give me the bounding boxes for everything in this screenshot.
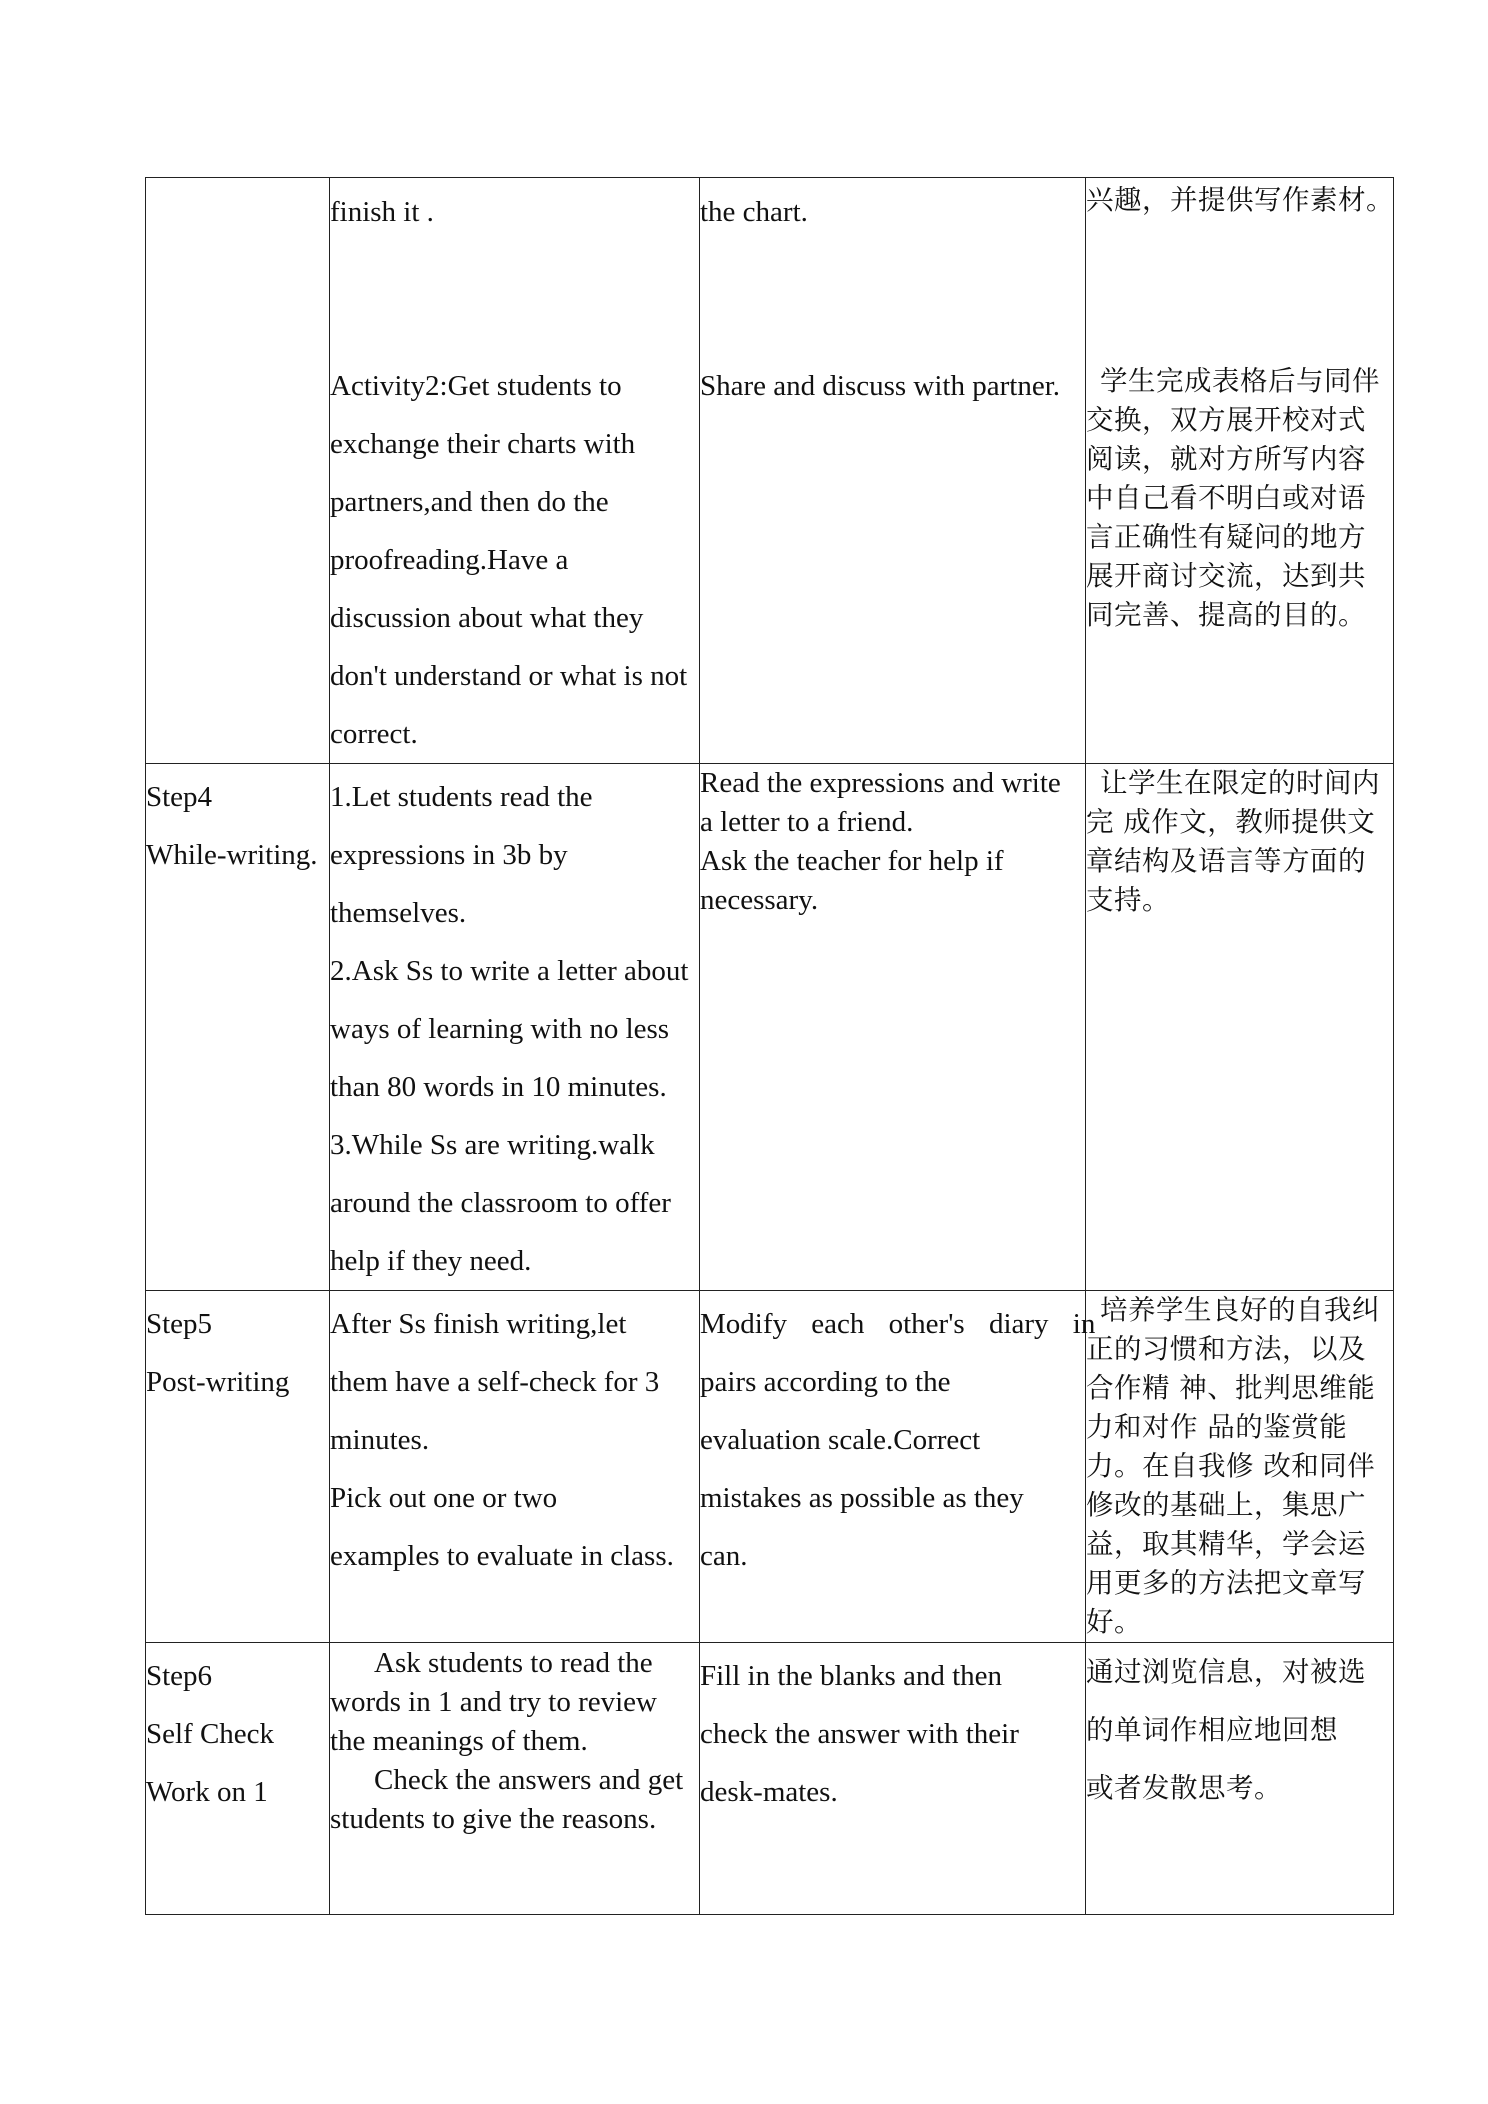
step-label: Step6	[146, 1660, 213, 1692]
teacher-line: around the classroom to offer	[330, 1187, 671, 1219]
teacher-line: students to give the reasons.	[330, 1803, 657, 1835]
student-line: the chart.	[700, 196, 808, 228]
teacher-line: After Ss finish writing,let	[330, 1308, 627, 1340]
purpose-text: 兴趣，并提供写作素材。	[1086, 184, 1394, 216]
purpose-cell	[1086, 764, 1394, 1291]
step-label: Post-writing	[146, 1366, 290, 1398]
step-label: Step4	[146, 781, 213, 813]
student-activity-cell	[700, 1291, 1096, 1643]
student-line: mistakes as possible as they	[700, 1482, 1024, 1514]
student-line: a letter to a friend.	[700, 806, 914, 838]
step-label: Self Check	[146, 1718, 275, 1750]
teacher-line: than 80 words in 10 minutes.	[330, 1071, 667, 1103]
teacher-line: don't understand or what is not	[330, 660, 688, 692]
teacher-line: words in 1 and try to review	[330, 1686, 657, 1718]
teacher-line: Pick out one or two	[330, 1482, 558, 1514]
student-line: Read the expressions and write	[700, 767, 1061, 799]
teacher-line: 2.Ask Ss to write a letter about	[330, 955, 689, 987]
step-cell	[146, 764, 330, 1291]
step-label: Step5	[146, 1308, 213, 1340]
table-row	[146, 1291, 1394, 1643]
teacher-line: partners,and then do the	[330, 486, 609, 518]
teacher-line: correct.	[330, 718, 418, 750]
student-line: Modify each other's diary in	[700, 1308, 1096, 1340]
student-line: Share and discuss with partner.	[700, 370, 1061, 402]
teacher-activity-cell	[330, 1643, 700, 1915]
purpose-text: 让学生在限定的时间内完 成作文，教师提供文章结构及语言等方面的支持。	[1086, 767, 1380, 916]
teacher-line: finish it .	[330, 196, 434, 228]
teacher-activity-cell	[330, 178, 700, 764]
teacher-line: Activity2:Get students to	[330, 370, 622, 402]
step-cell	[146, 1643, 330, 1915]
step-label: Work on 1	[146, 1776, 268, 1808]
student-activity-cell	[700, 1643, 1086, 1915]
teacher-activity-cell	[330, 764, 700, 1291]
step-label: While-writing.	[146, 839, 318, 871]
teacher-line: ways of learning with no less	[330, 1013, 670, 1045]
teacher-line: Check the answers and get	[374, 1764, 684, 1796]
teacher-line: Ask students to read the	[374, 1647, 653, 1679]
purpose-cell	[1086, 1291, 1394, 1643]
student-line: pairs according to the	[700, 1366, 951, 1398]
purpose-text: 学生完成表格后与同伴交换，双方展开校对式阅读，就对方所写内容中自己看不明白或对语言正确性有疑问的地方展开商讨交流，达到共同完善、提高的目的。	[1086, 365, 1380, 631]
purpose-cell	[1086, 1643, 1394, 1915]
purpose-text: 通过浏览信息，对被选	[1086, 1656, 1366, 1688]
student-line: Ask the teacher for help if	[700, 845, 1004, 877]
student-line: necessary.	[700, 884, 819, 916]
student-line: can.	[700, 1540, 748, 1572]
step-cell	[146, 1291, 330, 1643]
student-activity-cell	[700, 178, 1086, 764]
teacher-line: expressions in 3b by	[330, 839, 568, 871]
teacher-line: proofreading.Have a	[330, 544, 569, 576]
student-activity-cell	[700, 764, 1086, 1291]
purpose-text: 的单词作相应地回想	[1086, 1714, 1338, 1746]
teacher-line: discussion about what they	[330, 602, 644, 634]
teacher-line: 3.While Ss are writing.walk	[330, 1129, 655, 1161]
teacher-line: examples to evaluate in class.	[330, 1540, 674, 1572]
student-line: desk-mates.	[700, 1776, 838, 1808]
teacher-line: help if they need.	[330, 1245, 532, 1277]
step-cell	[146, 178, 330, 764]
student-line: check the answer with their	[700, 1718, 1019, 1750]
teacher-line: the meanings of them.	[330, 1725, 588, 1757]
teacher-activity-cell	[330, 1291, 700, 1643]
teacher-line: 1.Let students read the	[330, 781, 593, 813]
teacher-line: exchange their charts with	[330, 428, 636, 460]
student-line: evaluation scale.Correct	[700, 1424, 981, 1456]
purpose-text: 培养学生良好的自我纠正的习惯和方法，以及合作精 神、批判思维能力和对作 品的鉴赏能力。在自我修 改和同伴修改的基础上，集思广益，取其精华，学会运用更多的方法把文章写好。	[1086, 1294, 1380, 1638]
teacher-line: themselves.	[330, 897, 467, 929]
table-row	[146, 178, 1394, 764]
purpose-cell	[1086, 178, 1394, 764]
teacher-line: them have a self-check for 3	[330, 1366, 660, 1398]
lesson-plan-table	[145, 177, 1394, 1915]
table-row	[146, 764, 1394, 1291]
teacher-line: minutes.	[330, 1424, 430, 1456]
student-line: Fill in the blanks and then	[700, 1660, 1003, 1692]
purpose-text: 或者发散思考。	[1086, 1772, 1282, 1804]
table-row	[146, 1643, 1394, 1915]
